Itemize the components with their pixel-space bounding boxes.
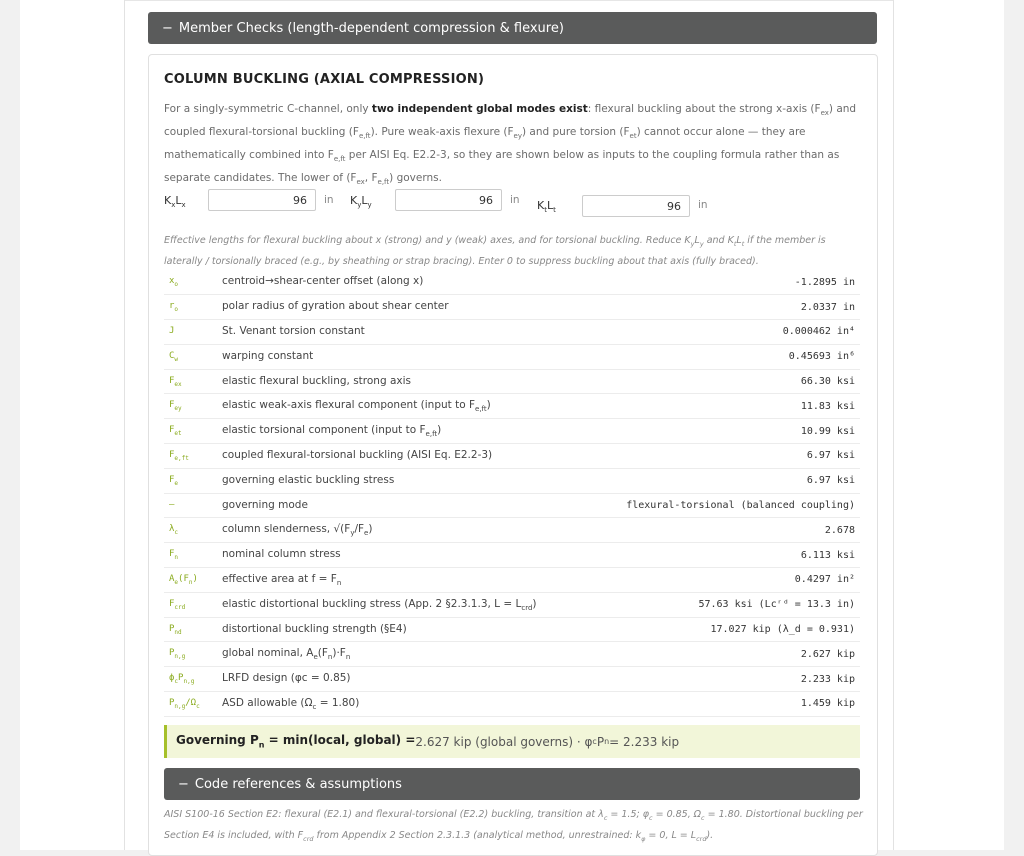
table-row [164, 295, 860, 320]
row-description: elastic distortional buckling stress (App. 2 §2.3.1.3, $L = L_{crd}$) [222, 597, 537, 612]
table-row [164, 468, 860, 493]
table-row [164, 344, 860, 369]
row-symbol: $F_{crd}$ [169, 598, 186, 611]
row-value: 0.000462 in⁴ [782, 326, 855, 338]
row-value: 11.83 ksi [800, 400, 855, 412]
row-value: 2.0337 in [800, 301, 855, 313]
row-symbol: – [169, 499, 175, 510]
row-value: 1.459 kip [800, 698, 855, 710]
row-description: elastic weak-axis flexural component (input to $F_{e,ft}$) [222, 399, 491, 414]
ktlt-label: $K_tL_t$ [537, 199, 556, 215]
kxlx-unit: in [324, 194, 334, 206]
row-value: 0.4297 in² [794, 574, 855, 586]
code-references-text: AISI S100-16 Section E2: flexural (E2.1) and flexural-torsional (E2.2) buckling, transition at $\lambda_c = 1.5$; $\varphi_c = 0.85$, $\Omega_c = 1.80$. Distortional buckling per Section E4 is included, with $F_{crd}$ from Appendix 2 Section 2.3.1.3 (analytical method, unrestrained: $k_\varphi = 0$, $L = L_{crd}$). [164, 809, 863, 843]
row-symbol: $P_{nd}$ [169, 623, 182, 636]
table-row [164, 692, 860, 717]
row-symbol: $x_o$ [169, 276, 179, 289]
kxlx-label: $K_xL_x$ [164, 194, 186, 210]
row-description: St. Venant torsion constant [222, 324, 365, 337]
table-row [164, 493, 860, 518]
row-symbol: $F_n$ [169, 549, 179, 562]
table-row [164, 568, 860, 593]
intro-paragraph: For a singly-symmetric C-channel, only two independent global modes exist: flexural buckling about the strong x-axis $(F_{ex})$ and coupled flexural-torsional buckling $(F_{e,ft})$. Pure weak-axis flexure $(F_{ey})$ and pure torsion $(F_{et})$ cannot occur alone — they are mathematically combined into $F_{e,ft}$ per AISI Eq. E2.2-3, so they are shown below as inputs to the coupling formula rather than as separate candidates. The lower of ($F_{ex}$, $F_{e,ft}$) governs. [164, 103, 857, 187]
kyly-label: $K_yL_y$ [350, 194, 372, 210]
row-value: 6.97 ksi [806, 450, 855, 462]
row-description: centroid→shear-center offset (along x) [222, 275, 424, 288]
row-symbol: $F_e$ [169, 474, 179, 487]
row-description: effective area at $f = F_n$ [222, 572, 342, 587]
row-symbol: J [169, 326, 175, 337]
code-references-label: Code references & assumptions [194, 776, 402, 792]
row-symbol: $\lambda_c$ [169, 524, 179, 537]
row-value: 57.63 ksi (Lcʳᵈ = 13.3 in) [698, 599, 855, 611]
table-row [164, 419, 860, 444]
row-description: column slenderness, $√(F_y/F_e)$ [222, 523, 373, 538]
row-value: flexural-torsional (balanced coupling) [626, 500, 855, 512]
row-symbol: $P_{n,g}/\Omega_c$ [169, 698, 200, 710]
member-checks-label: Member Checks (length-dependent compression & flexure) [178, 20, 564, 36]
table-row [164, 543, 860, 568]
row-description: elastic torsional component (input to $F_{e,ft}$) [222, 424, 442, 439]
table-row [164, 270, 860, 295]
row-value: 2.233 kip [800, 673, 855, 685]
collapse-icon: − [178, 776, 189, 792]
effective-length-note: Effective lengths for flexural buckling about x (strong) and y (weak) axes, and for torsional buckling. Reduce $K_yL_y$ and $K_tL_t$ if the member is laterally / torsionally braced (e.g., by sheathing or strap bracing). Enter 0 to suppress buckling about that axis (fully braced). [164, 235, 826, 267]
row-value: 0.45693 in⁶ [788, 351, 855, 363]
row-description: governing mode [222, 498, 308, 511]
row-value: -1.2895 in [794, 276, 855, 288]
table-row [164, 518, 860, 543]
row-value: 2.678 [824, 524, 855, 536]
table-row [164, 642, 860, 667]
row-symbol: $\phi_cP_{n,g}$ [169, 673, 195, 686]
row-symbol: $F_{ex}$ [169, 375, 182, 388]
row-description: distortional buckling strength (§E4) [222, 622, 407, 635]
row-symbol: $C_w$ [169, 350, 179, 363]
governing-summary: Governing $P_n$ = min(local, global) = 2.627 kip (global governs) · φ c P n = 2.233 kip [164, 725, 860, 758]
collapse-icon: − [162, 20, 173, 36]
row-description: governing elastic buckling stress [222, 473, 395, 486]
row-description: nominal column stress [222, 548, 341, 561]
row-description: elastic flexural buckling, strong axis [222, 374, 411, 387]
divider [125, 0, 893, 1]
row-description: ASD allowable $(\Omega_c = 1.80)$ [222, 696, 360, 711]
kyly-input[interactable] [395, 189, 502, 211]
row-symbol: $P_{n,g}$ [169, 648, 186, 661]
row-symbol: $r_o$ [169, 301, 179, 314]
code-references-toggle[interactable] [164, 768, 860, 800]
table-row [164, 617, 860, 642]
table-row [164, 592, 860, 617]
results-table [164, 270, 860, 717]
row-description: polar radius of gyration about shear center [222, 300, 449, 313]
row-value: 66.30 ksi [800, 376, 855, 388]
table-row [164, 444, 860, 469]
kxlx-input[interactable] [208, 189, 316, 211]
kyly-unit: in [510, 194, 520, 206]
row-value: 6.113 ksi [800, 549, 855, 561]
table-row [164, 320, 860, 345]
row-value: 6.97 ksi [806, 475, 855, 487]
column-buckling-title: COLUMN BUCKLING (AXIAL COMPRESSION) [164, 72, 485, 87]
row-description: warping constant [222, 349, 314, 362]
row-symbol: $F_{ey}$ [169, 400, 182, 413]
table-row [164, 667, 860, 692]
row-description: LRFD design (φc = 0.85) [222, 672, 351, 685]
row-value: 17.027 kip (λ_d = 0.931) [710, 624, 855, 636]
row-symbol: $F_{et}$ [169, 425, 182, 438]
row-symbol: $F_{e,ft}$ [169, 450, 189, 462]
row-description: coupled flexural-torsional buckling (AISI Eq. E2.2-3) [222, 448, 493, 461]
row-description: global nominal, $A_e(F_n)\cdot F_n$ [222, 647, 351, 662]
row-symbol: $A_e(F_n)$ [169, 574, 198, 586]
row-value: 10.99 ksi [800, 425, 855, 437]
ktlt-unit: in [698, 199, 708, 211]
ktlt-input[interactable] [582, 195, 690, 217]
row-value: 2.627 kip [800, 648, 855, 660]
table-row [164, 369, 860, 394]
member-checks-toggle[interactable] [148, 12, 877, 44]
table-row [164, 394, 860, 419]
